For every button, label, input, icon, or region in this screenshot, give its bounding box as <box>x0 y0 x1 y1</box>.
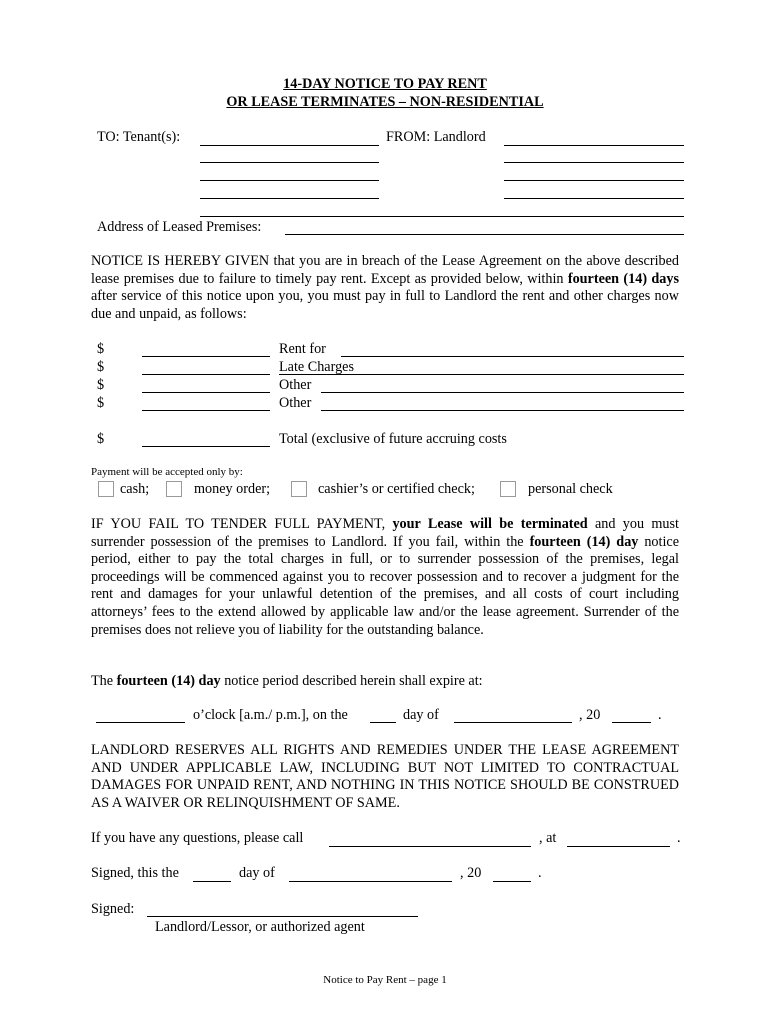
document-title-line-1: 14-DAY NOTICE TO PAY RENT <box>283 76 487 92</box>
tenant-name-field-4[interactable] <box>200 198 379 199</box>
payment-label: Payment will be accepted only by: <box>91 466 243 478</box>
expire-oclock-label: o’clock [a.m./ p.m.], on the <box>193 707 348 723</box>
document-title-line-2: OR LEASE TERMINATES – NON-RESIDENTIAL <box>226 94 544 110</box>
questions-label: If you have any questions, please call <box>91 830 304 846</box>
signed-year-label: , 20 <box>460 865 482 881</box>
signed-date-label: Signed, this the <box>91 865 179 881</box>
expire-year-label: , 20 <box>579 707 601 723</box>
rent-for-field[interactable] <box>341 356 684 357</box>
questions-period: . <box>677 830 681 846</box>
tenant-name-field-1[interactable] <box>200 145 379 146</box>
questions-at-label: , at <box>539 830 557 846</box>
signed-day-field[interactable] <box>193 881 231 882</box>
signed-year-field[interactable] <box>493 881 531 882</box>
cash-checkbox[interactable] <box>98 481 114 497</box>
tenant-name-field-2[interactable] <box>200 162 379 163</box>
reserves-paragraph: LANDLORD RESERVES ALL RIGHTS AND REMEDIES UNDER THE LEASE AGREEMENT AND UNDER APPLICABLE LAW, INCLUDING BUT NOT LIMITED TO CONTRACTUAL DAMAGES FOR UNPAID RENT, AND NOTHING IN THIS NOTICE SHOULD BE CONSTRUED AS A WAIVER OR RELINQUISHMENT OF SAME. <box>91 742 679 811</box>
from-landlord-label: FROM: Landlord <box>386 129 486 145</box>
money-order-option-label: money order; <box>194 481 271 497</box>
other-1-label: Other <box>279 377 312 393</box>
other-1-currency: $ <box>97 377 105 393</box>
landlord-name-field-1[interactable] <box>504 145 684 146</box>
expire-period: . <box>658 707 662 723</box>
signed-month-field[interactable] <box>289 881 452 882</box>
late-charges-field[interactable] <box>279 374 684 375</box>
contact-phone-field[interactable] <box>567 846 670 847</box>
rent-label: Rent for <box>279 341 326 357</box>
rent-currency: $ <box>97 341 105 357</box>
signed-period: . <box>538 865 542 881</box>
landlord-name-field-4[interactable] <box>504 198 684 199</box>
expire-month-field[interactable] <box>454 722 572 723</box>
to-tenant-label: TO: Tenant(s): <box>97 129 181 145</box>
other-2-label: Other <box>279 395 312 411</box>
total-amount-field[interactable] <box>142 446 270 447</box>
rent-amount-field[interactable] <box>142 356 270 357</box>
failure-paragraph: IF YOU FAIL TO TENDER FULL PAYMENT, your Lease will be terminated and you must surrender possession of the premises to Landlord. If you fail, within the fourteen (14) day notice period, either to pay the total charges in full, or to surrender possession of the premises, legal proceedings will be commenced against you to recover possession and to recover a judgment for the rent and damages for your unlawful detention of the premises, and all costs of court including attorneys’ fees to the extend allowed by applicable law and/or the lease agreement. Surrender of the premises does not relieve you of liability for the outstanding balance. <box>91 516 680 638</box>
landlord-name-field-2[interactable] <box>504 162 684 163</box>
notice-paragraph: NOTICE IS HEREBY GIVEN that you are in breach of the Lease Agreement on the above described lease premises due to failure to timely pay rent. Except as provided below, within fourteen (14) days after service of this notice upon you, you must pay in full to Landlord the rent and other charges now due and unpaid, as follows: <box>91 253 679 322</box>
signed-day-of-label: day of <box>239 865 275 881</box>
signature-field[interactable] <box>147 916 418 917</box>
late-charges-label: Late Charges <box>279 359 354 375</box>
signature-caption: Landlord/Lessor, or authorized agent <box>155 919 365 935</box>
address-field-line-1[interactable] <box>200 216 684 217</box>
contact-name-field[interactable] <box>329 846 531 847</box>
personal-check-checkbox[interactable] <box>500 481 516 497</box>
expire-day-of-label: day of <box>403 707 439 723</box>
expire-day-field[interactable] <box>370 722 396 723</box>
landlord-name-field-3[interactable] <box>504 180 684 181</box>
other-1-field[interactable] <box>321 392 684 393</box>
other-2-amount-field[interactable] <box>142 410 270 411</box>
cashiers-check-option-label: cashier’s or certified check; <box>318 481 475 497</box>
total-label: Total (exclusive of future accruing costs <box>279 431 507 447</box>
expire-year-field[interactable] <box>612 722 651 723</box>
late-charges-currency: $ <box>97 359 105 375</box>
other-2-field[interactable] <box>321 410 684 411</box>
address-field-line-2[interactable] <box>285 234 684 235</box>
personal-check-option-label: personal check <box>528 481 613 497</box>
expire-hour-field[interactable] <box>96 722 185 723</box>
page-footer: Notice to Pay Rent – page 1 <box>323 974 447 986</box>
expire-sentence: The fourteen (14) day notice period described herein shall expire at: <box>91 673 483 689</box>
cashiers-check-checkbox[interactable] <box>291 481 307 497</box>
cash-option-label: cash; <box>120 481 150 497</box>
address-label: Address of Leased Premises: <box>97 219 262 235</box>
money-order-checkbox[interactable] <box>166 481 182 497</box>
signature-label: Signed: <box>91 901 135 917</box>
late-charges-amount-field[interactable] <box>142 374 270 375</box>
total-currency: $ <box>97 431 105 447</box>
other-1-amount-field[interactable] <box>142 392 270 393</box>
other-2-currency: $ <box>97 395 105 411</box>
tenant-name-field-3[interactable] <box>200 180 379 181</box>
